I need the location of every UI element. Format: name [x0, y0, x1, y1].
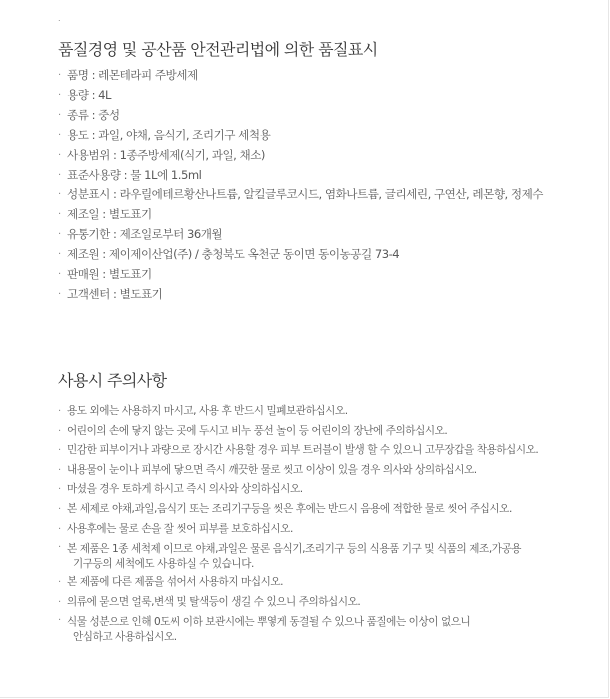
bullet-icon: · [58, 464, 61, 476]
bullet-icon: · [58, 542, 61, 554]
quality-info-item [58, 285, 598, 305]
caution-text: 민감한 피부이거나 과량으로 장시간 사용할 경우 피부 트러블이 발생 할 수 있으니 고무장갑을 착용하십시오. [67, 444, 539, 457]
caution-section-title: 사용시 주의사항 [58, 371, 167, 390]
caution-text: 내용물이 눈이나 피부에 닿으면 즉시 깨끗한 물로 씻고 이상이 있을 경우 의사와 상의하십시오. [67, 463, 477, 476]
quality-info-item [58, 225, 598, 245]
quality-info-text: 성분표시 : 라우릴에테르황산나트륨, 알킬글루코시드, 염화나트륨, 글리세린, 구연산, 레몬향, 정제수 [67, 187, 543, 202]
bullet-icon: · [58, 229, 61, 241]
caution-text: 본 세제로 야채,과일,음식기 또는 조리기구등을 씻은 후에는 반드시 음용에 적합한 물로 씻어 주십시오. [67, 502, 512, 515]
caution-item [58, 520, 598, 540]
bullet-icon: · [58, 70, 61, 81]
quality-label-section [58, 40, 598, 305]
caution-item [58, 480, 598, 500]
caution-item [58, 500, 598, 520]
quality-info-item [58, 106, 598, 126]
caution-item [58, 573, 598, 593]
bullet-icon: · [58, 169, 61, 181]
quality-info-text: 판매원 : 별도표기 [67, 267, 152, 282]
caution-text-continued: 기구등의 세척에도 사용하실 수 있습니다. [73, 558, 254, 571]
bullet-icon: · [58, 425, 61, 437]
caution-text: 본 제품은 1종 세척제 이므로 야채,과일은 물론 음식기,조리기구 등의 식용품 기구 및 식품의 제조,가공용 [67, 543, 522, 556]
caution-text: 사용후에는 물로 손을 잘 씻어 피부를 보호하십시오. [67, 522, 293, 535]
caution-list [58, 402, 598, 646]
bullet-icon: · [58, 149, 61, 161]
bullet-icon: · [58, 615, 61, 627]
quality-info-item [58, 66, 598, 86]
caution-text-continued: 안심하고 사용하십시오. [73, 631, 177, 644]
corner-mark: . [58, 14, 61, 23]
quality-info-text: 사용범위 : 1종주방세제(식기, 과일, 채소) [67, 147, 265, 162]
caution-item [58, 612, 598, 646]
caution-item [58, 593, 598, 613]
caution-text: 본 제품에 다른 제품을 섞어서 사용하지 마십시오. [67, 576, 284, 589]
bullet-icon: · [58, 109, 61, 121]
bullet-icon: · [58, 577, 61, 589]
quality-info-item [58, 86, 598, 106]
bullet-icon: · [58, 406, 61, 417]
quality-info-text: 유통기한 : 제조일로부터 36개월 [67, 227, 223, 242]
caution-item [58, 402, 598, 422]
caution-item [58, 441, 598, 461]
caution-item [58, 461, 598, 481]
usage-caution-section [58, 371, 598, 646]
quality-info-item [58, 146, 598, 166]
quality-info-text: 용량 : 4L [67, 87, 112, 102]
bullet-icon: · [58, 269, 61, 281]
caution-text: 어린이의 손에 닿지 않는 곳에 두시고 비누 풍선 놀이 등 어린이의 장난에 주의하십시오. [67, 424, 448, 437]
bullet-icon: · [58, 484, 61, 496]
caution-text: 마셨을 경우 토하게 하시고 즉시 의사와 상의하십시오. [67, 483, 303, 496]
bullet-icon: · [58, 189, 61, 201]
bullet-icon: · [58, 89, 61, 101]
bullet-icon: · [58, 523, 61, 535]
quality-info-list [58, 66, 598, 305]
quality-info-text: 표준사용량 : 물 1L에 1.5ml [67, 167, 202, 182]
quality-info-text: 제조일 : 별도표기 [67, 207, 152, 222]
bullet-icon: · [58, 129, 61, 141]
quality-info-item [58, 205, 598, 225]
caution-text: 의류에 묻으면 얼룩,변색 및 탈색등이 생길 수 있으니 주의하십시오. [67, 595, 361, 608]
quality-info-text: 제조원 : 제이제이산업(주) / 충청북도 옥천군 동이면 동이농공길 73-4 [67, 247, 400, 262]
quality-section-title: 품질경영 및 공산품 안전관리법에 의한 품질표시 [58, 40, 378, 59]
caution-text: 식물 성분으로 인해 0도씨 이하 보관시에는 뿌옇게 동결될 수 있으나 품질에는 이상이 없으니 [67, 616, 471, 629]
bullet-icon: · [58, 596, 61, 608]
quality-info-text: 종류 : 중성 [67, 107, 120, 122]
quality-info-text: 품명 : 레몬테라피 주방세제 [67, 68, 198, 82]
quality-info-text: 고객센터 : 별도표기 [67, 286, 163, 301]
quality-info-item [58, 166, 598, 186]
bullet-icon: · [58, 209, 61, 221]
caution-text: 용도 외에는 사용하지 마시고, 사용 후 반드시 밀폐보관하십시오. [67, 405, 348, 417]
bullet-icon: · [58, 249, 61, 261]
quality-info-item [58, 185, 598, 205]
quality-info-item [58, 126, 598, 146]
quality-info-item [58, 245, 598, 265]
bullet-icon: · [58, 445, 61, 457]
quality-info-item [58, 265, 598, 285]
bullet-icon: · [58, 288, 61, 300]
caution-item [58, 539, 598, 573]
caution-item [58, 422, 598, 442]
bullet-icon: · [58, 503, 61, 515]
quality-info-text: 용도 : 과일, 야채, 음식기, 조리기구 세척용 [67, 127, 271, 142]
